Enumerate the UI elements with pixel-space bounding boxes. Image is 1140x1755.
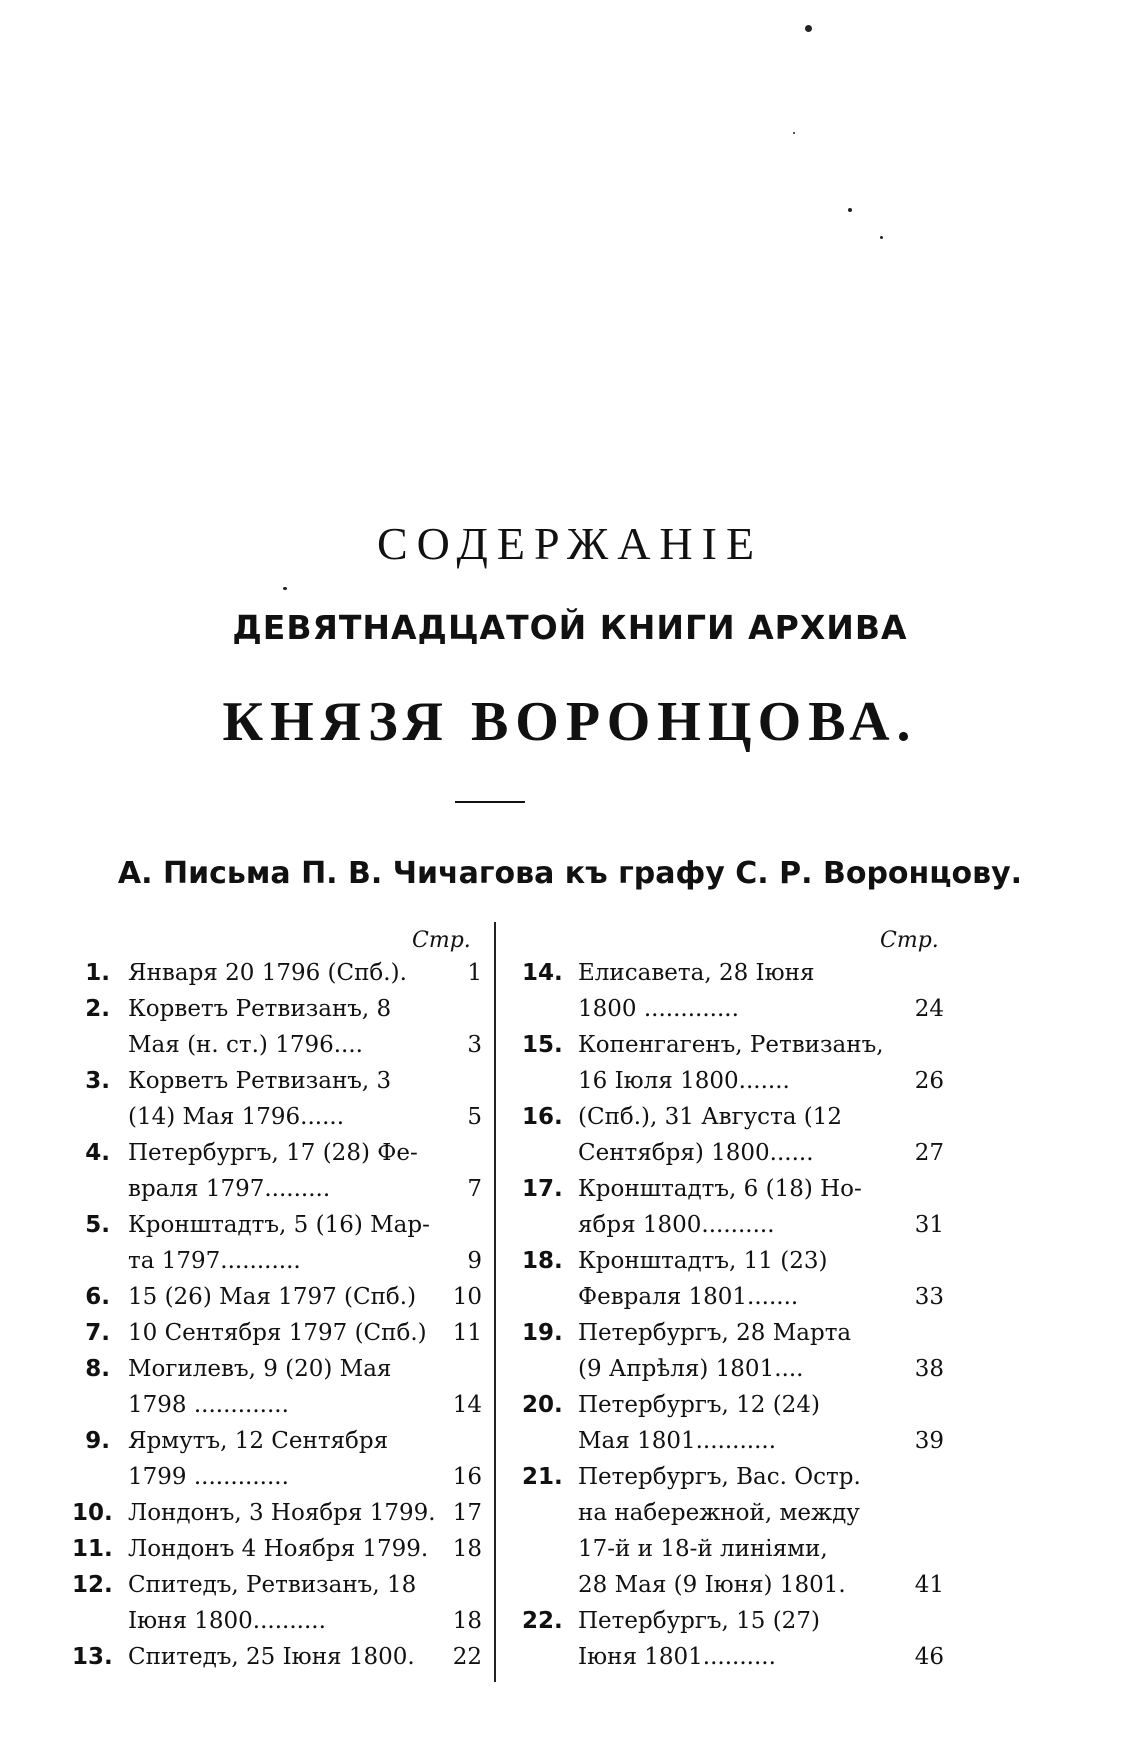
toc-entry-line bbox=[522, 1279, 944, 1315]
entry-page-number: 27 bbox=[914, 1140, 944, 1166]
entry-page-number: 31 bbox=[914, 1212, 944, 1238]
page-title: СОДЕРЖАНІЕ bbox=[376, 518, 764, 569]
entry-text: (14) Мая 1796...... bbox=[128, 1104, 345, 1130]
entry-number: 5. bbox=[85, 1212, 110, 1238]
entry-page-number: 22 bbox=[452, 1644, 482, 1670]
toc-entry-line bbox=[72, 1531, 482, 1567]
entry-text: 1798 ............. bbox=[128, 1392, 289, 1418]
toc-entry-line bbox=[522, 1495, 944, 1531]
entry-text: Копенгагенъ, Ретвизанъ, bbox=[578, 1032, 884, 1058]
toc-entry-line bbox=[72, 1387, 482, 1423]
entry-number: 18. bbox=[522, 1248, 563, 1274]
toc-entry-line bbox=[522, 1387, 944, 1423]
entry-page-number: 33 bbox=[914, 1284, 944, 1310]
entry-text: Мая 1801........... bbox=[578, 1428, 777, 1454]
scan-speck bbox=[805, 25, 812, 32]
entry-text: Корветъ Ретвизанъ, 3 bbox=[128, 1068, 392, 1094]
entry-text: (Спб.), 31 Августа (12 bbox=[578, 1104, 843, 1130]
entry-text: та 1797........... bbox=[128, 1248, 301, 1274]
entry-text: Лондонъ 4 Ноября 1799. bbox=[128, 1536, 429, 1562]
left-column-entries bbox=[72, 955, 482, 1675]
toc-entry-line bbox=[72, 1063, 482, 1099]
entry-text: Января 20 1796 (Спб.). bbox=[128, 960, 407, 986]
entry-page-number: 3 bbox=[467, 1032, 482, 1058]
entry-text: Февраля 1801....... bbox=[578, 1284, 799, 1310]
entry-number: 6. bbox=[85, 1284, 110, 1310]
entry-text: Лондонъ, 3 Ноября 1799. bbox=[128, 1500, 436, 1526]
entry-number: 15. bbox=[522, 1032, 563, 1058]
entry-number: 9. bbox=[85, 1428, 110, 1454]
column-divider bbox=[494, 922, 496, 1682]
entry-page-number: 14 bbox=[452, 1392, 482, 1418]
toc-entry-line bbox=[522, 1603, 944, 1639]
toc-entry-line bbox=[72, 1135, 482, 1171]
toc-entry-line bbox=[522, 1351, 944, 1387]
entry-page-number: 18 bbox=[452, 1536, 482, 1562]
toc-entry-line bbox=[72, 1027, 482, 1063]
entry-text: Іюня 1800.......... bbox=[128, 1608, 326, 1634]
scan-speck bbox=[793, 132, 795, 134]
toc-entry-line bbox=[72, 1567, 482, 1603]
toc-entry-line bbox=[72, 991, 482, 1027]
entry-number: 11. bbox=[72, 1536, 113, 1562]
entry-text: Петербургъ, 17 (28) Фе- bbox=[128, 1140, 418, 1166]
entry-number: 4. bbox=[85, 1140, 110, 1166]
toc-entry-line bbox=[522, 955, 944, 991]
entry-page-number: 39 bbox=[914, 1428, 944, 1454]
toc-entry-line bbox=[72, 955, 482, 991]
entry-text: Сентября) 1800...... bbox=[578, 1140, 814, 1166]
toc-entry-line bbox=[72, 1459, 482, 1495]
entry-page-number: 10 bbox=[452, 1284, 482, 1310]
entry-number: 12. bbox=[72, 1572, 113, 1598]
right-column-entries bbox=[522, 955, 944, 1675]
scan-speck bbox=[880, 236, 883, 239]
entry-text: (9 Апрѣля) 1801.... bbox=[578, 1356, 804, 1382]
entry-text: 28 Мая (9 Іюня) 1801. bbox=[578, 1572, 846, 1598]
entry-number: 22. bbox=[522, 1608, 563, 1634]
entry-text: Корветъ Ретвизанъ, 8 bbox=[128, 996, 392, 1022]
entry-page-number: 1 bbox=[467, 960, 482, 986]
toc-entry-line bbox=[522, 1531, 944, 1567]
entry-page-number: 41 bbox=[914, 1572, 944, 1598]
entry-number: 13. bbox=[72, 1644, 113, 1670]
entry-text: Елисавета, 28 Іюня bbox=[578, 960, 815, 986]
entry-page-number: 9 bbox=[467, 1248, 482, 1274]
entry-text: на набережной, между bbox=[578, 1500, 860, 1526]
toc-entry-line bbox=[72, 1315, 482, 1351]
toc-entry-line bbox=[522, 1459, 944, 1495]
entry-page-number: 7 bbox=[467, 1176, 482, 1202]
entry-page-number: 17 bbox=[452, 1500, 482, 1526]
toc-entry-line bbox=[522, 1423, 944, 1459]
entry-number: 21. bbox=[522, 1464, 563, 1490]
entry-text: Петербургъ, 12 (24) bbox=[578, 1392, 820, 1418]
entry-text: враля 1797......... bbox=[128, 1176, 331, 1202]
toc-entry-line bbox=[522, 1063, 944, 1099]
toc-entry-line bbox=[522, 1639, 944, 1675]
left-column-page-header: Стр. bbox=[412, 928, 471, 953]
entry-number: 20. bbox=[522, 1392, 563, 1418]
entry-text: Кронштадтъ, 5 (16) Мар- bbox=[128, 1212, 430, 1238]
title-divider bbox=[455, 801, 525, 803]
entry-number: 3. bbox=[85, 1068, 110, 1094]
entry-page-number: 24 bbox=[914, 996, 944, 1022]
toc-entry-line bbox=[72, 1603, 482, 1639]
entry-text: Петербургъ, Вас. Остр. bbox=[578, 1464, 861, 1490]
toc-entry-line bbox=[522, 1207, 944, 1243]
toc-entry-line bbox=[522, 1243, 944, 1279]
entry-text: Могилевъ, 9 (20) Мая bbox=[128, 1356, 392, 1382]
entry-page-number: 18 bbox=[452, 1608, 482, 1634]
entry-text: Ярмутъ, 12 Сентября bbox=[128, 1428, 389, 1454]
entry-number: 8. bbox=[85, 1356, 110, 1382]
entry-text: Кронштадтъ, 6 (18) Но- bbox=[578, 1176, 862, 1202]
toc-entry-line bbox=[522, 991, 944, 1027]
entry-page-number: 46 bbox=[914, 1644, 944, 1670]
entry-text: Мая (н. ст.) 1796.... bbox=[128, 1032, 363, 1058]
toc-entry-line bbox=[522, 1567, 944, 1603]
toc-entry-line bbox=[72, 1279, 482, 1315]
toc-entry-line bbox=[72, 1099, 482, 1135]
right-column-page-header: Стр. bbox=[880, 928, 939, 953]
entry-number: 2. bbox=[85, 996, 110, 1022]
entry-number: 16. bbox=[522, 1104, 563, 1130]
entry-page-number: 5 bbox=[467, 1104, 482, 1130]
entry-text: Спитедъ, Ретвизанъ, 18 bbox=[128, 1572, 417, 1598]
scan-speck bbox=[283, 587, 287, 590]
entry-text: ября 1800.......... bbox=[578, 1212, 775, 1238]
entry-number: 14. bbox=[522, 960, 563, 986]
page-subtitle-archive-owner: КНЯЗЯ ВОРОНЦОВА. bbox=[222, 691, 918, 753]
toc-entry-line bbox=[72, 1171, 482, 1207]
toc-entry-line bbox=[72, 1423, 482, 1459]
page-subtitle: ДЕВЯТНАДЦАТОЙ КНИГИ АРХИВА bbox=[232, 608, 908, 647]
toc-entry-line bbox=[522, 1171, 944, 1207]
entry-text: Іюня 1801.......... bbox=[578, 1644, 776, 1670]
toc-entry-line bbox=[522, 1027, 944, 1063]
entry-text: Кронштадтъ, 11 (23) bbox=[578, 1248, 828, 1274]
toc-entry-line bbox=[72, 1351, 482, 1387]
entry-text: 1799 ............. bbox=[128, 1464, 289, 1490]
toc-entry-line bbox=[72, 1639, 482, 1675]
entry-number: 10. bbox=[72, 1500, 113, 1526]
toc-entry-line bbox=[72, 1207, 482, 1243]
entry-page-number: 26 bbox=[914, 1068, 944, 1094]
section-heading: А. Письма П. В. Чичагова къ графу С. Р. Воронцову. bbox=[117, 856, 1023, 891]
toc-entry-line bbox=[72, 1495, 482, 1531]
entry-text: 16 Іюля 1800....... bbox=[578, 1068, 790, 1094]
entry-text: Спитедъ, 25 Іюня 1800. bbox=[128, 1644, 415, 1670]
entry-text: 15 (26) Мая 1797 (Спб.) bbox=[128, 1284, 417, 1310]
entry-page-number: 16 bbox=[452, 1464, 482, 1490]
toc-entry-line bbox=[522, 1135, 944, 1171]
entry-page-number: 38 bbox=[914, 1356, 944, 1382]
entry-text: 17-й и 18-й линіями, bbox=[578, 1536, 828, 1562]
entry-number: 7. bbox=[85, 1320, 110, 1346]
toc-entry-line bbox=[522, 1315, 944, 1351]
entry-number: 1. bbox=[85, 960, 110, 986]
entry-text: 10 Сентября 1797 (Спб.) bbox=[128, 1320, 427, 1346]
entry-number: 19. bbox=[522, 1320, 563, 1346]
entry-text: Петербургъ, 28 Марта bbox=[578, 1320, 852, 1346]
scan-speck bbox=[848, 208, 852, 212]
entry-text: 1800 ............. bbox=[578, 996, 739, 1022]
entry-number: 17. bbox=[522, 1176, 563, 1202]
toc-entry-line bbox=[72, 1243, 482, 1279]
entry-page-number: 11 bbox=[452, 1320, 482, 1346]
toc-entry-line bbox=[522, 1099, 944, 1135]
entry-text: Петербургъ, 15 (27) bbox=[578, 1608, 820, 1634]
